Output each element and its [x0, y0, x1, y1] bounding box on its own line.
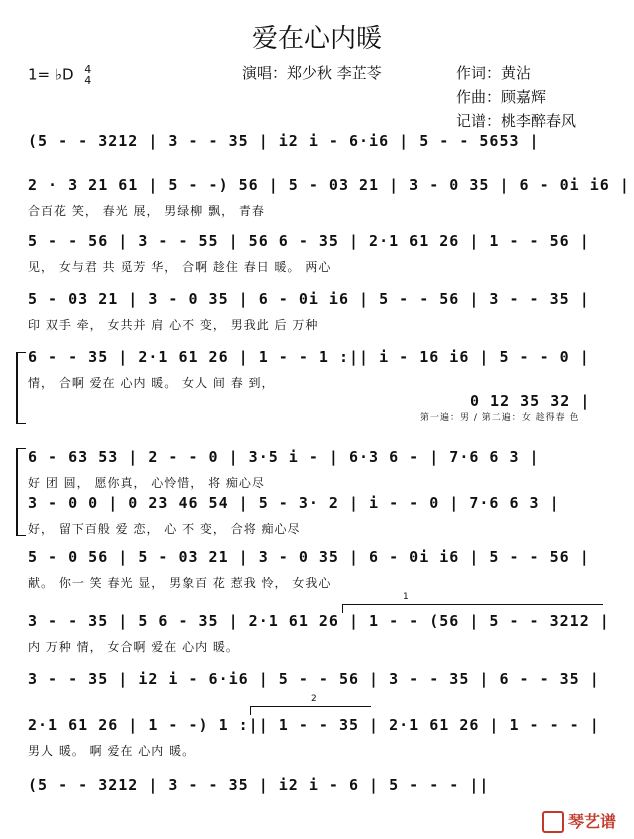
- score-row-notes: 3 - - 35 | 5 6 - 35 | 2·1 61 26 | 1 - - (56 | 5 - - 3212 |: [28, 612, 610, 630]
- time-bottom: 4: [84, 74, 92, 87]
- key-signature: [28, 64, 91, 86]
- score-row-lyrics: 好 团 圆， 愿你真， 心怜惜， 将 痴心尽: [28, 476, 265, 490]
- score-row-lyrics: 第一遍：男 / 第二遍：女 趁得春 色: [420, 413, 580, 423]
- score-row-lyrics: 男人 暖。 啊 爱在 心内 暖。: [28, 744, 196, 758]
- score-row-notes: 2 · 3 21 61 | 5 - -) 56 | 5 - 03 21 | 3 - 0 35 | 6 - 0i i6 |: [28, 176, 630, 194]
- lyricist: 作词：黄沾: [456, 64, 532, 82]
- time-top: 4: [84, 63, 92, 76]
- composer: 作曲：顾嘉辉: [456, 88, 547, 106]
- time-signature: [84, 64, 91, 86]
- transcriber: 记谱：桃李醉春风: [456, 112, 577, 130]
- score-row-notes: 6 - - 35 | 2·1 61 26 | 1 - - 1 :|| i - 16 i6 | 5 - - 0 |: [28, 348, 590, 366]
- score-row-notes: 0 12 35 32 |: [470, 392, 591, 410]
- volta-1: [342, 592, 603, 613]
- score-row-notes: 3 - - 35 | i2 i - 6·i6 | 5 - - 56 | 3 - - 35 | 6 - - 35 |: [28, 670, 600, 688]
- score-row-notes: 2·1 61 26 | 1 - -) 1 :|| 1 - - 35 | 2·1 61 26 | 1 - - - |: [28, 716, 600, 734]
- score-row-lyrics: 见， 女与君 共 觅芳 华， 合啊 趁住 春日 暖。 两心: [28, 260, 332, 274]
- volta-2-label: 2: [311, 694, 317, 704]
- score-row-notes: (5 - - 3212 | 3 - - 35 | i2 i - 6·i6 | 5 - - 5653 |: [28, 132, 540, 150]
- score-row-notes: 6 - 63 53 | 2 - - 0 | 3·5 i - | 6·3 6 - | 7·6 6 3 |: [28, 448, 540, 466]
- score-row-notes: (5 - - 3212 | 3 - - 35 | i2 i - 6 | 5 - - - ||: [28, 776, 490, 794]
- score-row-notes: 5 - 0 56 | 5 - 03 21 | 3 - 0 35 | 6 - 0i i6 | 5 - - 56 |: [28, 548, 590, 566]
- score-row-lyrics: 献。 你一 笑 春光 显， 男象百 花 惹我 怜， 女我心: [28, 576, 332, 590]
- staff-brace-1: [16, 352, 26, 424]
- score-row-lyrics: 印 双手 牵， 女共并 肩 心不 变， 男我此 后 万种: [28, 318, 319, 332]
- score-row-lyrics: 好， 留下百般 爱 恋， 心 不 变， 合将 痴心尽: [28, 522, 301, 536]
- logo-icon: [542, 811, 564, 833]
- staff-brace-2: [16, 448, 26, 536]
- volta-2: [250, 694, 371, 715]
- score-row-notes: 5 - 03 21 | 3 - 0 35 | 6 - 0i i6 | 5 - - 56 | 3 - - 35 |: [28, 290, 590, 308]
- score-row-notes: 3 - 0 0 | 0 23 46 54 | 5 - 3· 2 | i - - 0 | 7·6 6 3 |: [28, 494, 560, 512]
- score-row-lyrics: 合百花 笑， 春光 展， 男绿柳 飘， 青春: [28, 204, 265, 218]
- volta-1-label: 1: [403, 592, 409, 602]
- score-row-notes: 5 - - 56 | 3 - - 55 | 56 6 - 35 | 2·1 61 26 | 1 - - 56 |: [28, 232, 590, 250]
- song-title: 爱在心内暖: [251, 24, 382, 54]
- site-logo: [542, 809, 616, 834]
- singers: 演唱：郑少秋 李芷苓: [242, 64, 382, 82]
- score-row-lyrics: 情， 合啊 爱在 心内 暖。 女人 间 春 到，: [28, 376, 275, 390]
- logo-text: 琴艺谱: [567, 811, 616, 831]
- key-label: 1= ♭D: [28, 65, 74, 84]
- score-row-lyrics: 内 万种 情， 女合啊 爱在 心内 暖。: [28, 640, 239, 654]
